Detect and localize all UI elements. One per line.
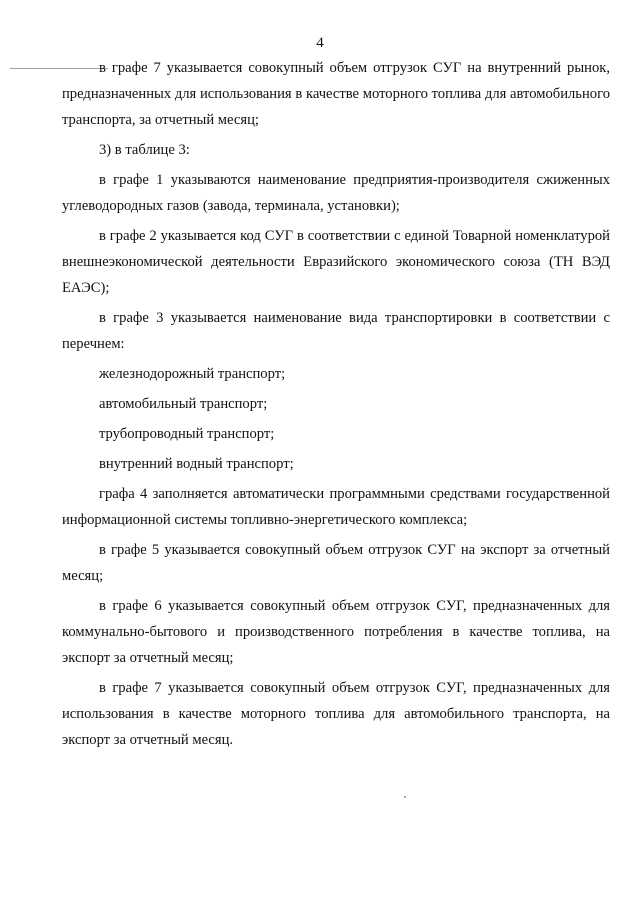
- paragraph-graph5: в графе 5 указывается совокупный объем отгрузок СУГ на экспорт за отчетный месяц;: [62, 542, 610, 584]
- paragraph-graph6: в графе 6 указывается совокупный объем отгрузок СУГ, предназначенных для коммунально-бытового и производственного потребления в качестве топлива, на экспорт за отчетный месяц;: [62, 598, 610, 666]
- paragraph-graph1: в графе 1 указываются наименование предприятия-производителя сжиженных углеводородных газов (завода, терминала, установки);: [62, 172, 610, 214]
- paragraph-graph7-domestic: в графе 7 указывается совокупный объем отгрузок СУГ на внутренний рынок, предназначенных для использования в качестве моторного топлива для автомобильного транспорта, за отчетный месяц;: [62, 60, 610, 128]
- paragraph-graph3: в графе 3 указывается наименование вида транспортировки в соответствии с перечнем:: [62, 310, 610, 352]
- list-item-pipeline: трубопроводный транспорт;: [99, 426, 275, 442]
- paragraph-graph7-export: в графе 7 указывается совокупный объем отгрузок СУГ, предназначенных для использования в качестве моторного топлива для автомобильного транспорта, на экспорт за отчетный месяц.: [62, 680, 610, 748]
- list-item-inland-water: внутренний водный транспорт;: [99, 456, 294, 472]
- scan-speck: [404, 796, 406, 798]
- document-body: [62, 55, 610, 757]
- list-item-road: автомобильный транспорт;: [99, 396, 268, 412]
- list-item-rail: железнодорожный транспорт;: [99, 366, 286, 382]
- paragraph-table3-heading: 3) в таблице 3:: [99, 142, 190, 158]
- paragraph-graph4: графа 4 заполняется автоматически программными средствами государственной информационной системы топливно-энергетического комплекса;: [62, 486, 610, 528]
- page-number: 4: [316, 35, 324, 51]
- paragraph-graph2: в графе 2 указывается код СУГ в соответствии с единой Товарной номенклатурой внешнеэкономической деятельности Евразийского экономического союза (ТН ВЭД ЕАЭС);: [62, 228, 610, 296]
